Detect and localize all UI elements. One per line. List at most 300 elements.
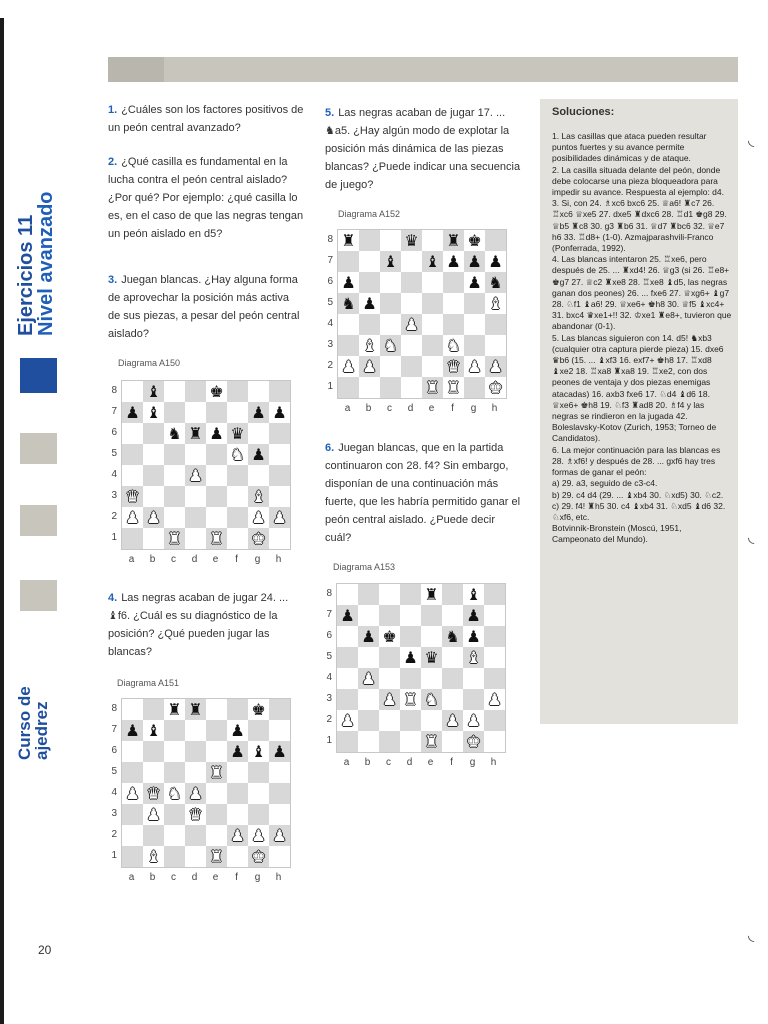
board-square	[227, 846, 248, 867]
board-square	[358, 605, 379, 626]
white-pawn-icon: ♟	[340, 710, 355, 730]
white-pawn-icon: ♟	[188, 465, 203, 485]
file-label: g	[254, 872, 261, 883]
board-square	[485, 272, 506, 293]
board-square	[379, 668, 400, 689]
file-label: f	[235, 554, 238, 565]
board-square	[206, 720, 227, 741]
board-square	[484, 584, 505, 605]
board-square	[379, 710, 400, 731]
board-square	[164, 402, 185, 423]
course-title	[16, 686, 50, 760]
white-rook-icon: ♜	[209, 846, 224, 866]
black-pawn-icon: ♟	[251, 402, 266, 422]
board-square	[359, 230, 380, 251]
white-rook-icon: ♜	[424, 731, 439, 751]
board-square	[380, 251, 401, 272]
solution-paragraph: 5. Las blancas siguieron con 14. d5! ♞xb3 (cualquier otra captura pierde pieza) 15. dxe6 ♛b6 (15. ... ♝xf3 16. exf7+ ♚h8 17. ♖xd8 ♝xe2 18. ♖xa8 ♜xa8 19. ♖xe2, con dos peones de ventaja y dos piezas enemigas atacadas) 16. axb3 fxe6 17. ♘d4 ♝d6 18. ♕xe6+ ♚h8 19. ♘f3 ♜ad8 20. ♗f4 y las negras se rindieron en la jugada 42. Boleslavsky-Kotov (Zurich, 1953; Torneo de Candidatos).	[552, 332, 724, 444]
board-square	[421, 647, 442, 668]
black-bishop-icon: ♝	[146, 381, 161, 401]
black-bishop-icon: ♝	[146, 402, 161, 422]
board-square	[485, 251, 506, 272]
file-label: e	[212, 872, 219, 883]
board-square	[338, 314, 359, 335]
board-square	[164, 465, 185, 486]
board-square	[143, 762, 164, 783]
board-square	[484, 689, 505, 710]
rank-label: 8	[111, 703, 117, 714]
board-square	[421, 668, 442, 689]
white-pawn-icon: ♟	[488, 356, 503, 376]
board-square	[422, 272, 443, 293]
board-square	[485, 314, 506, 335]
rank-label: 2	[111, 511, 117, 522]
file-labels	[121, 554, 289, 565]
rank-label: 7	[327, 255, 333, 266]
board-square	[379, 626, 400, 647]
board-square	[463, 731, 484, 752]
board-square	[421, 731, 442, 752]
board-square	[401, 314, 422, 335]
solution-paragraph: b) 29. c4 d4 (29. ... ♝xb4 30. ♘xd5) 30. ♘c2.	[552, 489, 724, 500]
white-pawn-icon: ♟	[230, 825, 245, 845]
file-label: b	[364, 757, 371, 768]
solution-paragraph: 1. Las casillas que ataca pueden resultar puntos fuertes y su avance permite posibilidades dinámicas y de ataque.	[552, 131, 707, 164]
board-square	[269, 741, 290, 762]
board-square	[227, 528, 248, 549]
board-square	[464, 251, 485, 272]
board-square	[122, 846, 143, 867]
board-square	[464, 230, 485, 251]
file-label: h	[275, 554, 282, 565]
board-square	[484, 668, 505, 689]
board-square	[227, 699, 248, 720]
rank-label: 4	[327, 318, 333, 329]
board-square	[338, 293, 359, 314]
board-square	[227, 402, 248, 423]
rank-labels	[107, 698, 117, 866]
board-square	[248, 825, 269, 846]
board-square	[248, 486, 269, 507]
black-pawn-icon: ♟	[230, 741, 245, 761]
file-label: h	[490, 757, 497, 768]
board-square	[164, 762, 185, 783]
board-square	[484, 647, 505, 668]
board-square	[185, 804, 206, 825]
board-square	[380, 293, 401, 314]
board-square	[248, 804, 269, 825]
board-square	[164, 783, 185, 804]
rank-label: 8	[327, 234, 333, 245]
file-label: g	[469, 757, 476, 768]
board-square	[337, 584, 358, 605]
black-knight-icon: ♞	[445, 626, 460, 646]
board-square	[122, 486, 143, 507]
board-square	[227, 507, 248, 528]
board-grid	[121, 380, 291, 550]
board-square	[400, 710, 421, 731]
board-square	[484, 605, 505, 626]
board-square	[400, 689, 421, 710]
black-pawn-icon: ♟	[466, 626, 481, 646]
rank-label: 6	[327, 276, 333, 287]
chess-board	[327, 229, 507, 414]
file-label: b	[365, 403, 372, 414]
board-square	[400, 647, 421, 668]
header-band-accent	[108, 57, 164, 82]
white-king-icon: ♚	[488, 377, 503, 397]
diagram-label: Diagrama A153	[333, 562, 396, 572]
board-square	[206, 528, 227, 549]
board-square	[248, 699, 269, 720]
board-square	[463, 584, 484, 605]
question-2	[108, 153, 304, 243]
board-square	[269, 402, 290, 423]
board-grid	[337, 229, 507, 399]
board-square	[248, 381, 269, 402]
board-square	[143, 825, 164, 846]
black-pawn-icon: ♟	[272, 741, 287, 761]
board-square	[269, 699, 290, 720]
board-square	[443, 272, 464, 293]
white-bishop-icon: ♝	[251, 486, 266, 506]
rank-label: 4	[111, 469, 117, 480]
board-square	[400, 605, 421, 626]
board-square	[443, 293, 464, 314]
board-square	[206, 402, 227, 423]
black-pawn-icon: ♟	[125, 720, 140, 740]
board-square	[401, 272, 422, 293]
rank-label: 6	[111, 745, 117, 756]
section-title-line1: Ejercicios 11	[15, 214, 37, 336]
file-label: f	[450, 757, 453, 768]
white-pawn-icon: ♟	[272, 507, 287, 527]
board-square	[464, 335, 485, 356]
rank-label: 3	[111, 490, 117, 501]
question-number: 2.	[108, 156, 118, 168]
board-square	[269, 846, 290, 867]
white-rook-icon: ♜	[425, 377, 440, 397]
section-title	[16, 191, 56, 336]
white-king-icon: ♚	[251, 846, 266, 866]
board-square	[164, 507, 185, 528]
board-square	[401, 293, 422, 314]
board-square	[122, 720, 143, 741]
white-pawn-icon: ♟	[251, 825, 266, 845]
question-3	[108, 271, 304, 343]
board-square	[122, 741, 143, 762]
board-square	[422, 377, 443, 398]
solution-paragraph: 4. Las blancas intentaron 25. ♖xe6, pero después de 25. ... ♜xd4! 26. ♕g3 (si 26. ♖e8+ ♚g7 27. ♕c2 ♜xe8 28. ♖xe8 ♝d5, las negras ganan dos peones) 26. ... fxe6 27. ♕xg6+ ♝g7 28. ♘f1 ♝a6! 29. ♕xe6+ ♚h8 30. ♕f5 ♝xc4+ 31. bxc4 ♛xe1+!! 32. ♔xe1 ♜e8+, tuvieron que abandonar (0-1).	[552, 254, 732, 332]
board-square	[337, 605, 358, 626]
board-square	[248, 444, 269, 465]
white-bishop-icon: ♝	[466, 647, 481, 667]
board-square	[400, 584, 421, 605]
file-label: g	[470, 403, 477, 414]
question-number: 1.	[108, 104, 118, 116]
white-rook-icon: ♜	[403, 689, 418, 709]
board-square	[464, 356, 485, 377]
board-square	[443, 377, 464, 398]
rank-label: 1	[111, 850, 117, 861]
board-square	[122, 699, 143, 720]
side-block-grey-2	[20, 505, 57, 536]
question-number: 4.	[108, 592, 118, 604]
board-square	[269, 720, 290, 741]
board-square	[422, 251, 443, 272]
board-square	[185, 465, 206, 486]
black-pawn-icon: ♟	[467, 251, 482, 271]
binding-curl-icon: ◟	[748, 130, 755, 149]
board-square	[269, 381, 290, 402]
file-label: e	[212, 554, 219, 565]
white-pawn-icon: ♟	[188, 783, 203, 803]
white-pawn-icon: ♟	[487, 689, 502, 709]
rank-label: 3	[111, 808, 117, 819]
board-square	[379, 689, 400, 710]
question-number: 3.	[108, 274, 118, 286]
rank-label: 8	[111, 385, 117, 396]
board-square	[269, 486, 290, 507]
board-square	[185, 825, 206, 846]
file-labels	[337, 403, 505, 414]
board-square	[484, 731, 505, 752]
black-king-icon: ♚	[467, 230, 482, 250]
file-labels	[336, 757, 504, 768]
board-square	[248, 507, 269, 528]
section-title-line2: Nivel avanzado	[35, 191, 57, 336]
rank-label: 4	[111, 787, 117, 798]
board-square	[122, 762, 143, 783]
board-square	[185, 720, 206, 741]
board-square	[206, 486, 227, 507]
board-square	[485, 377, 506, 398]
black-king-icon: ♚	[209, 381, 224, 401]
file-label: c	[171, 554, 176, 565]
board-square	[269, 762, 290, 783]
board-square	[248, 423, 269, 444]
board-square	[464, 293, 485, 314]
solution-paragraph: 2. La casilla situada delante del peón, donde debe colocarse una pieza bloqueadora para impedir su avance. Respuesta al ejemplo: d4.	[552, 164, 724, 198]
board-square	[484, 626, 505, 647]
black-pawn-icon: ♟	[251, 444, 266, 464]
board-square	[227, 720, 248, 741]
board-square	[464, 272, 485, 293]
black-knight-icon: ♞	[488, 272, 503, 292]
board-square	[227, 825, 248, 846]
solution-paragraph: a) 29. a3, seguido de c3-c4.	[552, 478, 658, 489]
white-pawn-icon: ♟	[445, 710, 460, 730]
rank-label: 2	[111, 829, 117, 840]
rank-label: 6	[111, 427, 117, 438]
black-bishop-icon: ♝	[466, 584, 481, 604]
question-text: Las negras acaban de jugar 17. ... ♞a5. ¿Hay algún modo de explotar la posición más dinámica de las piezas blancas? ¿Puede indicar una secuencia de juego?	[325, 107, 521, 191]
board-square	[185, 762, 206, 783]
board-square	[248, 783, 269, 804]
board-square	[380, 230, 401, 251]
black-pawn-icon: ♟	[446, 251, 461, 271]
board-square	[337, 647, 358, 668]
white-rook-icon: ♜	[446, 377, 461, 397]
rank-label: 1	[111, 532, 117, 543]
board-square	[143, 846, 164, 867]
board-square	[463, 710, 484, 731]
file-label: a	[128, 872, 135, 883]
black-king-icon: ♚	[382, 626, 397, 646]
board-square	[122, 804, 143, 825]
black-rook-icon: ♜	[167, 699, 182, 719]
black-pawn-icon: ♟	[361, 626, 376, 646]
board-square	[164, 528, 185, 549]
solutions-panel	[540, 99, 738, 724]
board-square	[443, 251, 464, 272]
board-square	[122, 825, 143, 846]
board-square	[463, 689, 484, 710]
board-square	[358, 689, 379, 710]
board-square	[227, 381, 248, 402]
board-square	[143, 423, 164, 444]
board-square	[164, 699, 185, 720]
question-number: 6.	[325, 442, 335, 454]
rank-label: 7	[111, 406, 117, 417]
black-bishop-icon: ♝	[146, 720, 161, 740]
board-square	[143, 507, 164, 528]
side-block-blue	[20, 358, 57, 393]
board-square	[401, 356, 422, 377]
board-square	[421, 584, 442, 605]
board-square	[485, 293, 506, 314]
chess-board	[111, 698, 291, 883]
board-square	[206, 444, 227, 465]
board-square	[337, 710, 358, 731]
board-square	[185, 423, 206, 444]
white-pawn-icon: ♟	[125, 783, 140, 803]
board-square	[122, 507, 143, 528]
board-square	[338, 230, 359, 251]
rank-label: 2	[326, 714, 332, 725]
board-square	[401, 335, 422, 356]
board-square	[485, 356, 506, 377]
board-square	[337, 668, 358, 689]
board-square	[227, 423, 248, 444]
board-square	[185, 783, 206, 804]
board-square	[380, 314, 401, 335]
board-square	[359, 272, 380, 293]
board-square	[206, 783, 227, 804]
board-square	[227, 783, 248, 804]
white-knight-icon: ♞	[167, 783, 182, 803]
file-label: d	[191, 554, 198, 565]
file-label: d	[407, 403, 414, 414]
white-queen-icon: ♛	[188, 804, 203, 824]
rank-label: 7	[326, 609, 332, 620]
solution-paragraph: 3. Si, con 24. ♗xc6 bxc6 25. ♕a6! ♜c7 26. ♖xc6 ♕xe5 27. dxe5 ♜dxc6 28. ♖d1 ♚g8 29. ♕b5 ♜c8 30. g3 ♜b6 31. ♕d7 ♜bc6 32. ♕e7 h6 33. ♖d8+ (1-0). Azmajparashvili-Franco (Ponferrada, 1992).	[552, 198, 727, 254]
side-block-grey-1	[20, 433, 57, 464]
board-square	[443, 230, 464, 251]
board-square	[227, 444, 248, 465]
page-edge-rule	[0, 18, 4, 1024]
white-queen-icon: ♛	[125, 486, 140, 506]
board-square	[122, 402, 143, 423]
board-square	[443, 356, 464, 377]
board-square	[206, 465, 227, 486]
question-number: 5.	[325, 107, 335, 119]
file-label: e	[428, 403, 435, 414]
black-pawn-icon: ♟	[403, 647, 418, 667]
board-square	[248, 720, 269, 741]
black-pawn-icon: ♟	[125, 402, 140, 422]
white-pawn-icon: ♟	[382, 689, 397, 709]
board-square	[421, 626, 442, 647]
board-square	[269, 423, 290, 444]
board-square	[442, 731, 463, 752]
white-bishop-icon: ♝	[146, 846, 161, 866]
board-square	[227, 486, 248, 507]
file-label: a	[128, 554, 135, 565]
board-square	[269, 465, 290, 486]
board-square	[164, 423, 185, 444]
board-square	[442, 626, 463, 647]
board-square	[248, 846, 269, 867]
rank-label: 7	[111, 724, 117, 735]
board-square	[442, 710, 463, 731]
rank-label: 1	[327, 381, 333, 392]
board-square	[358, 710, 379, 731]
question-text: Juegan blancas, que en la partida continuaron con 28. f4? Sin embargo, disponían de una continuación más fuerte, que les habría permitido ganar el peón central aislado. ¿Puede decir cuál?	[325, 442, 521, 544]
board-square	[337, 626, 358, 647]
board-square	[442, 584, 463, 605]
binding-curl-icon: ◟	[748, 925, 755, 944]
board-square	[463, 647, 484, 668]
board-square	[164, 444, 185, 465]
file-label: c	[387, 403, 392, 414]
black-bishop-icon: ♝	[383, 251, 398, 271]
board-square	[185, 402, 206, 423]
board-square	[143, 804, 164, 825]
board-square	[358, 584, 379, 605]
question-text: Juegan blancas. ¿Hay alguna forma de aprovechar la posición más activa de sus piezas, a pesar del peón central aislado?	[108, 274, 300, 340]
board-square	[338, 335, 359, 356]
rank-label: 6	[326, 630, 332, 641]
board-square	[358, 647, 379, 668]
rank-label: 4	[326, 672, 332, 683]
board-square	[400, 668, 421, 689]
board-square	[422, 314, 443, 335]
black-pawn-icon: ♟	[209, 423, 224, 443]
white-bishop-icon: ♝	[362, 335, 377, 355]
black-bishop-icon: ♝	[425, 251, 440, 271]
black-bishop-icon: ♝	[251, 741, 266, 761]
white-pawn-icon: ♟	[125, 507, 140, 527]
board-square	[206, 699, 227, 720]
board-square	[359, 356, 380, 377]
white-pawn-icon: ♟	[251, 507, 266, 527]
board-square	[463, 626, 484, 647]
board-square	[206, 741, 227, 762]
question-text: ¿Cuáles son los factores positivos de un peón central avanzado?	[108, 104, 304, 134]
white-pawn-icon: ♟	[404, 314, 419, 334]
black-pawn-icon: ♟	[362, 293, 377, 313]
board-square	[122, 783, 143, 804]
black-rook-icon: ♜	[446, 230, 461, 250]
board-square	[227, 804, 248, 825]
white-rook-icon: ♜	[209, 762, 224, 782]
rank-label: 5	[326, 651, 332, 662]
file-label: c	[386, 757, 391, 768]
file-label: a	[343, 757, 350, 768]
file-label: d	[406, 757, 413, 768]
white-rook-icon: ♜	[209, 528, 224, 548]
